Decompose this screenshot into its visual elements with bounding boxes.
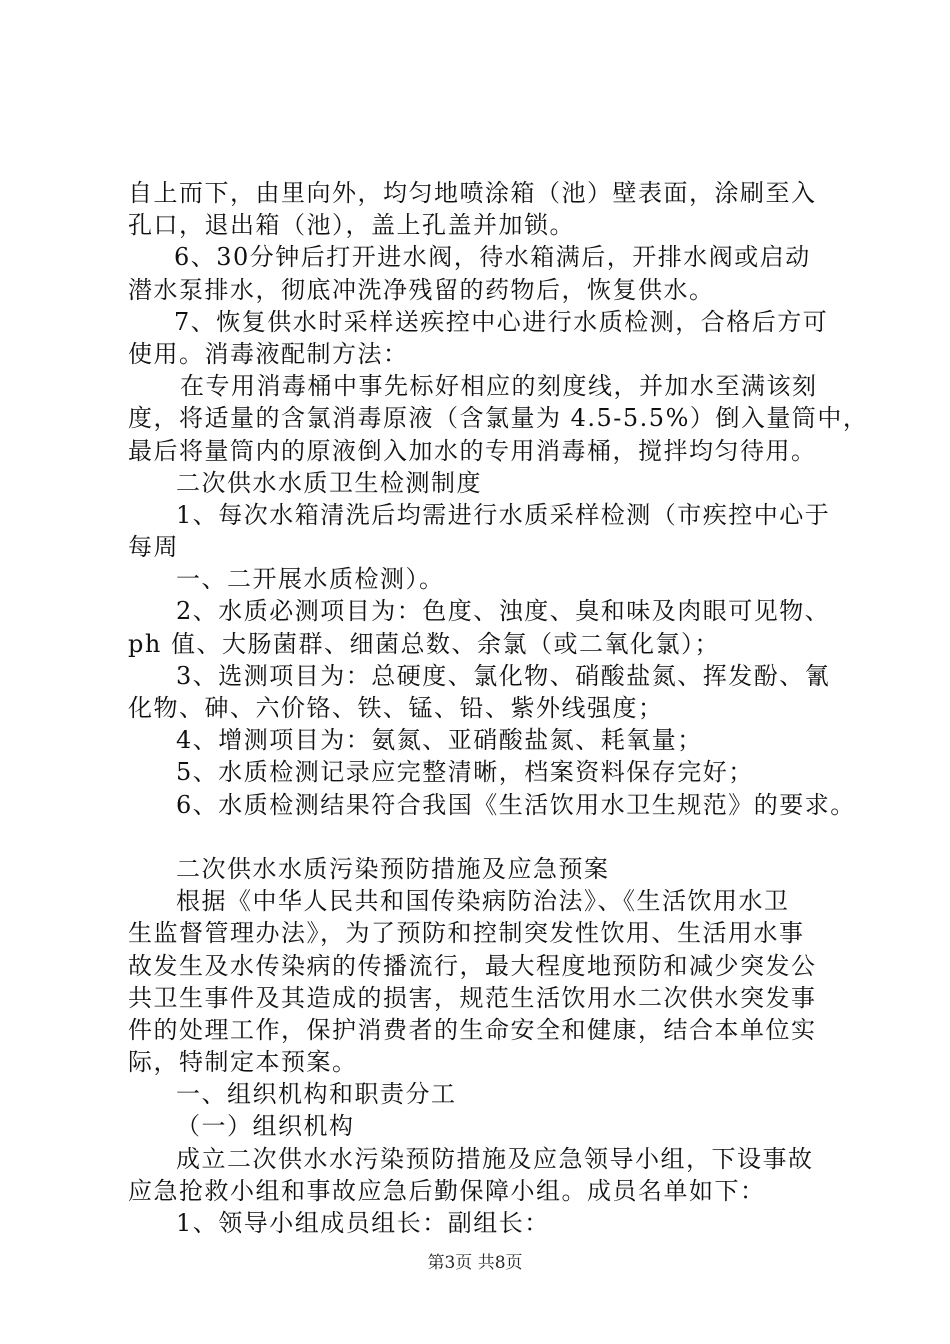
text-line: 应急抢救小组和事故应急后勤保障小组。成员名单如下：: [128, 1176, 766, 1205]
text-line: ph 值、大肠菌群、细菌总数、余氯（或二氧化氯）；: [128, 629, 720, 658]
text-line: 5、水质检测记录应完整清晰，档案资料保存完好；: [176, 758, 754, 787]
section-heading: 一、组织机构和职责分工: [176, 1080, 457, 1109]
section-heading: 二次供水水质污染预防措施及应急预案: [176, 854, 610, 883]
text-line: 1、领导小组成员组长：副组长：: [176, 1209, 550, 1237]
text-line: 1、每次水箱清洗后均需进行水质采样检测（市疾控中心于: [176, 500, 831, 529]
text-line: 化物、砷、六价铬、铁、锰、铅、紫外线强度；: [128, 694, 664, 722]
text-line: 生监督管理办法》，为了预防和控制突发性饮用、生活用水事: [128, 919, 805, 948]
text-line: 共卫生事件及其造成的损害，规范生活饮用水二次供水突发事: [128, 983, 817, 1012]
text-line: 6、30分钟后打开进水阀，待水箱满后，开排水阀或启动: [174, 243, 811, 272]
text-line: 一、二开展水质检测）。: [176, 565, 445, 594]
text-line: 故发生及水传染病的传播流行，最大程度地预防和减少突发公: [128, 951, 817, 980]
text-line: 7、恢复供水时采样送疾控中心进行水质检测，合格后方可: [174, 307, 829, 336]
text-line: 使用。消毒液配制方法：: [128, 339, 409, 368]
text-line: 件的处理工作，保护消费者的生命安全和健康，结合本单位实: [128, 1015, 817, 1044]
text-line: 每周: [128, 533, 179, 562]
text-line: 在专用消毒桶中事先标好相应的刻度线，并加水至满该刻: [180, 372, 818, 401]
text-line: 4、增测项目为：氨氮、亚硝酸盐氮、耗氧量；: [176, 726, 703, 755]
text-line: 最后将量筒内的原液倒入加水的专用消毒桶，搅拌均匀待用。: [128, 436, 817, 465]
text-line: 自上而下，由里向外，均匀地喷涂箱（池）壁表面，涂刷至入: [128, 179, 817, 207]
text-line: 根据《中华人民共和国传染病防治法》、《生活饮用水卫: [176, 887, 790, 916]
text-line: 成立二次供水水污染预防措施及应急领导小组，下设事故: [176, 1144, 814, 1173]
text-line: 3、选测项目为：总硬度、氯化物、硝酸盐氮、挥发酚、氰: [176, 661, 831, 690]
text-line: 度，将适量的含氯消毒原液（含氯量为 4.5-5.5%）倒入量筒中，: [128, 404, 869, 433]
subsection-heading: （一）组织机构: [176, 1112, 355, 1141]
text-line: 2、水质必测项目为：色度、浊度、臭和味及肉眼可见物、: [176, 597, 831, 626]
page-footer: 第3页 共8页: [427, 1253, 523, 1273]
text-line: 际，特制定本预案。: [128, 1048, 358, 1077]
section-heading: 二次供水水质卫生检测制度: [176, 468, 482, 497]
text-line: 6、水质检测结果符合我国《生活饮用水卫生规范》的要求。: [176, 790, 856, 819]
text-line: 潜水泵排水，彻底冲洗净残留的药物后，恢复供水。: [128, 275, 715, 304]
text-line: 孔口，退出箱（池），盖上孔盖并加锁。: [128, 211, 575, 240]
